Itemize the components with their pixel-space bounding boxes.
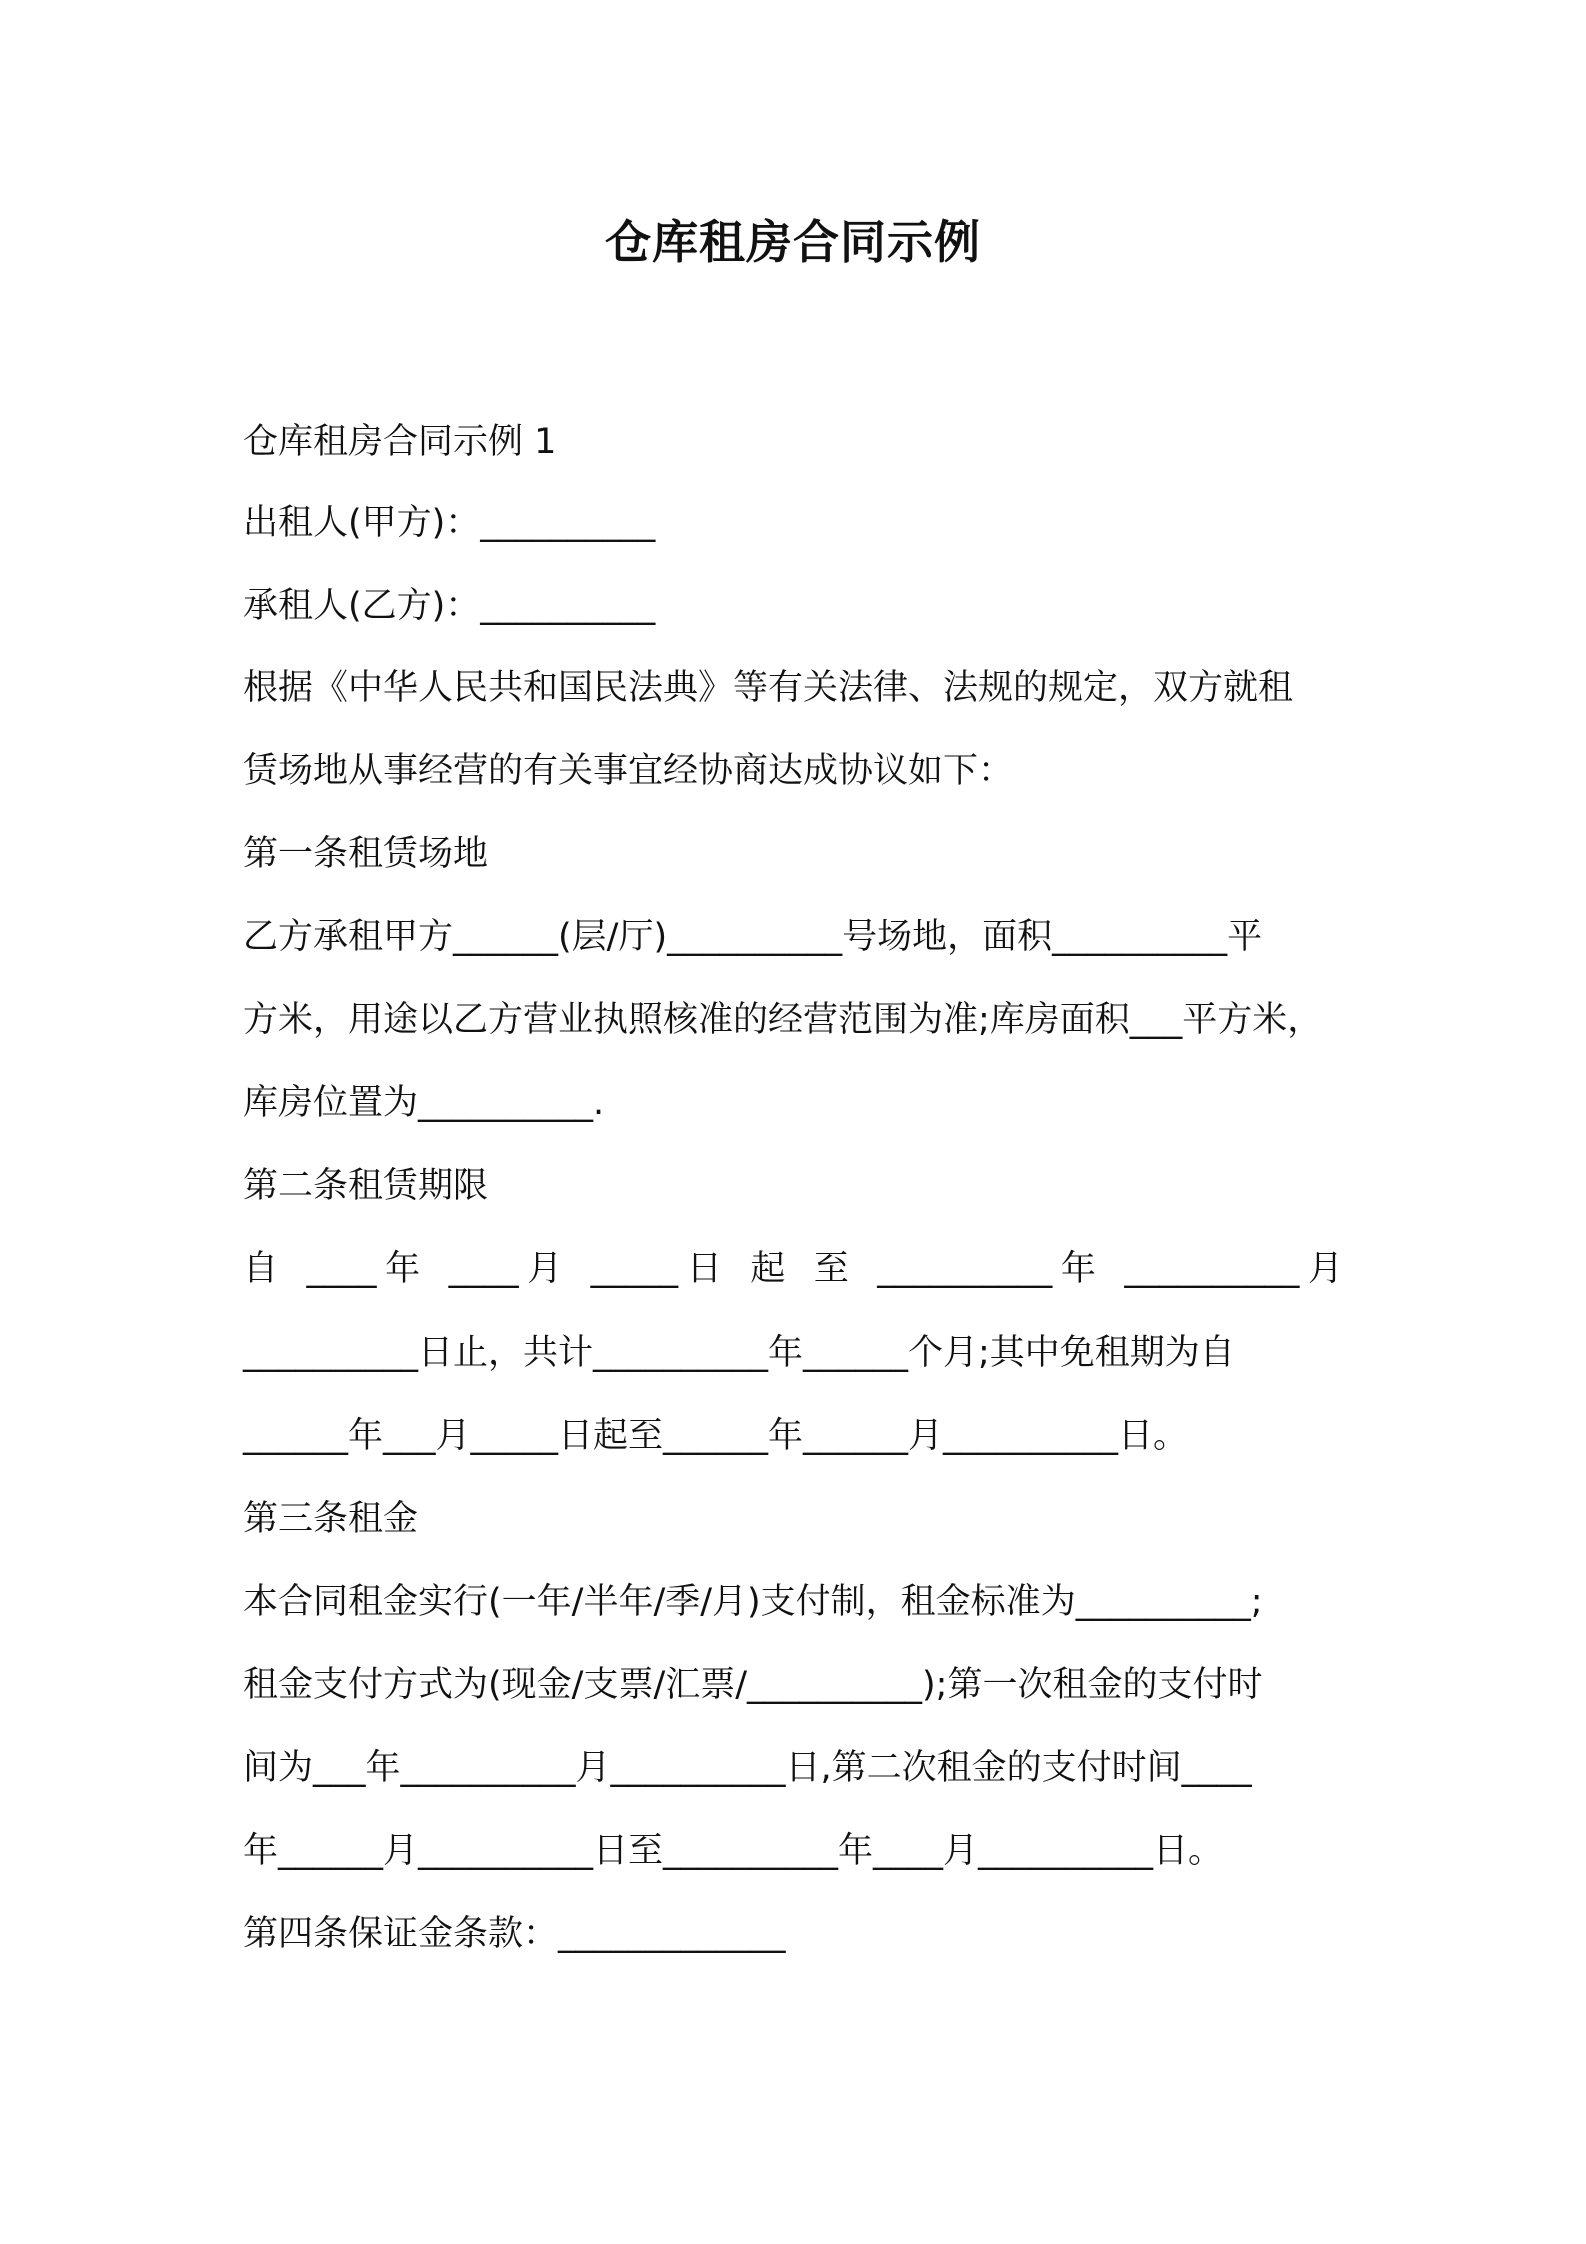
preamble-line-1: 根据《中华人民共和国民法典》等有关法律、法规的规定，双方就租	[243, 668, 1294, 708]
article-1-line-1: 乙方承租甲方______(层/厅)__________号场地，面积__________平	[243, 917, 1263, 957]
document-title: 仓库租房合同示例	[605, 215, 981, 269]
article-2-line-3: ______年___月_____日起至______年______月__________日。	[243, 1416, 1189, 1456]
article-1-line-3: 库房位置为__________.	[243, 1083, 605, 1123]
article-3-line-3: 间为___年__________月__________日,第二次租金的支付时间____	[243, 1748, 1252, 1788]
article-3-line-1: 本合同租金实行(一年/半年/季/月)支付制，租金标准为__________;	[243, 1582, 1263, 1622]
article-3-line-2: 租金支付方式为(现金/支票/汇票/__________);第一次租金的支付时	[243, 1665, 1263, 1705]
example-heading: 仓库租房合同示例 1	[243, 422, 557, 462]
article-1-heading: 第一条租赁场地	[243, 834, 489, 874]
article-2-line-2: __________日止，共计__________年______个月;其中免租期为自	[243, 1333, 1235, 1373]
article-1-line-2: 方米，用途以乙方营业执照核准的经营范围为准;库房面积___平方米，	[243, 1000, 1323, 1040]
article-3-heading: 第三条租金	[243, 1499, 419, 1539]
article-2-heading: 第二条租赁期限	[243, 1166, 489, 1206]
lessor-line: 出租人(甲方)：__________	[243, 503, 656, 543]
lessee-line: 承租人(乙方)：__________	[243, 586, 656, 626]
article-2-line-1: 自 ____年 ____月 _____日 起 至 __________年 __________月	[243, 1249, 1343, 1289]
article-4-heading: 第四条保证金条款：_____________	[243, 1914, 786, 1954]
preamble-line-2: 赁场地从事经营的有关事宜经协商达成协议如下：	[243, 751, 1014, 791]
article-3-line-4: 年______月__________日至__________年____月__________日。	[243, 1831, 1224, 1871]
